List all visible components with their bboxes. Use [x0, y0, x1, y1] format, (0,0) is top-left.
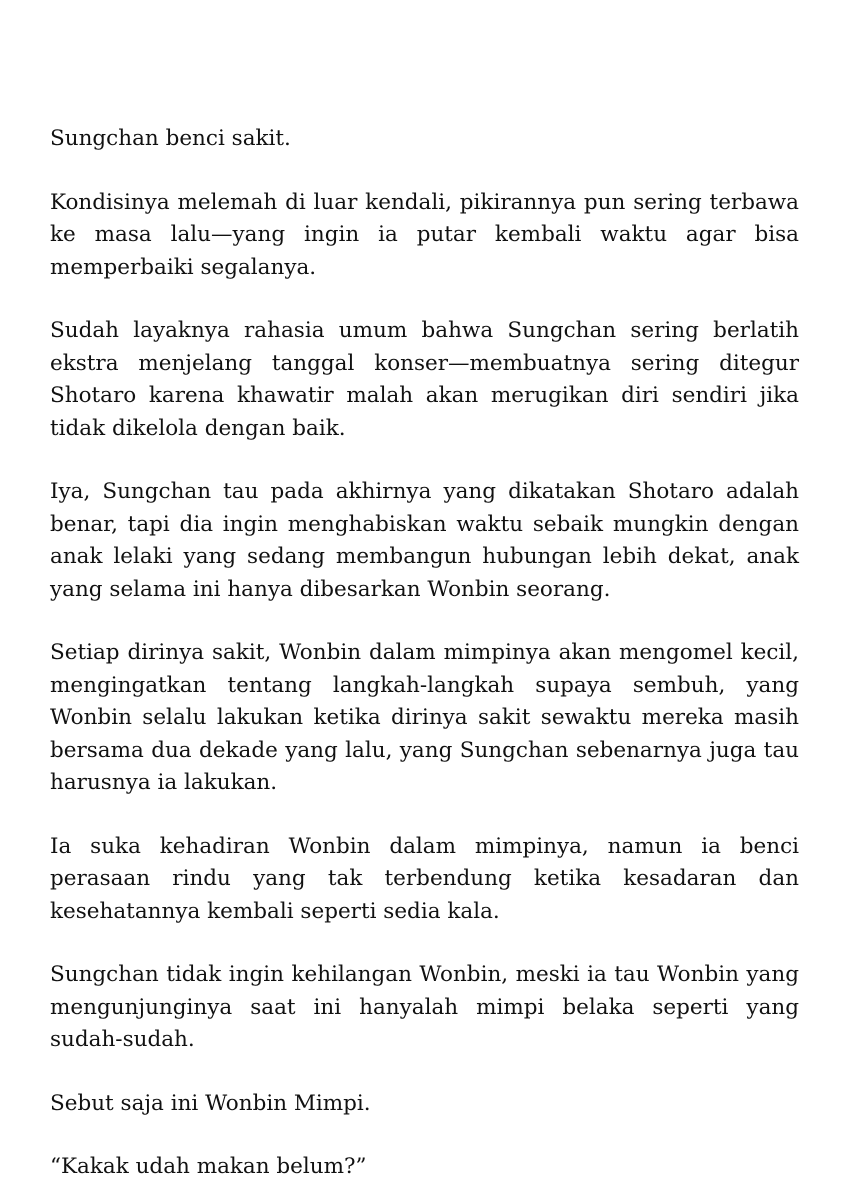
- paragraph-8: Sebut saja ini Wonbin Mimpi.: [50, 1090, 371, 1116]
- paragraph-1: Sungchan benci sakit.: [50, 126, 291, 151]
- paragraph-4: Iya, Sungchan tau pada akhirnya yang dikatakan Shotaro adalah benar, tapi dia ingin menghabiskan waktu sebaik mungkin dengan anak lelaki yang sedang membangun hubungan lebih dekat, anak yang selama ini hanya dibesarkan Wonbin seorang.: [50, 479, 799, 602]
- story-text: [50, 123, 799, 1184]
- paragraph-5: Setiap dirinya sakit, Wonbin dalam mimpinya akan mengomel kecil, mengingatkan tentang langkah-langkah supaya sembuh, yang Wonbin selalu lakukan ketika dirinya sakit sewaktu mereka masih bersama dua dekade yang lalu, yang Sungchan sebenarnya juga tau harusnya ia lakukan.: [50, 640, 799, 795]
- paragraph-7: Sungchan tidak ingin kehilangan Wonbin, meski ia tau Wonbin yang mengunjunginya saat ini hanyalah mimpi belaka seperti yang sudah-sudah.: [50, 962, 799, 1052]
- paragraph-3: Sudah layaknya rahasia umum bahwa Sungchan sering berlatih ekstra menjelang tanggal konser—membuatnya sering ditegur Shotaro karena khawatir malah akan merugikan diri sendiri jika tidak dikelola dengan baik.: [50, 318, 799, 441]
- paragraph-2: Kondisinya melemah di luar kendali, pikirannya pun sering terbawa ke masa lalu—yang ingin ia putar kembali waktu agar bisa memperbaiki segalanya.: [50, 189, 799, 280]
- paragraph-9-dialogue: “Kakak udah makan belum?”: [50, 1154, 367, 1179]
- paragraph-6: Ia suka kehadiran Wonbin dalam mimpinya, namun ia benci perasaan rindu yang tak terbendung ketika kesadaran dan kesehatannya kembali seperti sedia kala.: [50, 833, 799, 924]
